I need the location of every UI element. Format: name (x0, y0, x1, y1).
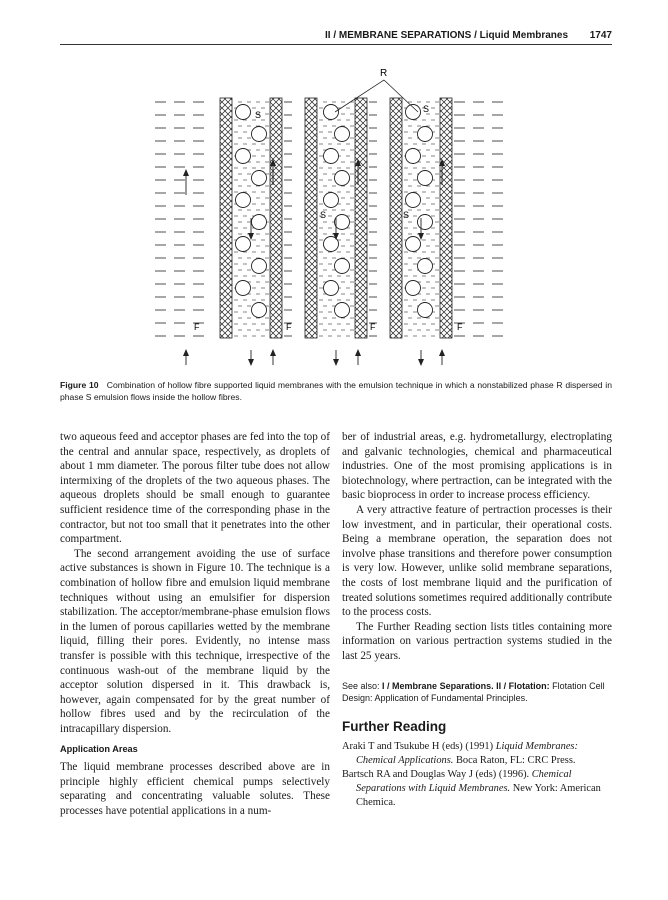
label-F-2: F (286, 322, 292, 332)
droplet (335, 303, 350, 318)
paragraph: The Further Reading section lists titles containing more information on various pertraction systems studied in the last 25 years. (342, 620, 612, 662)
figure-caption (60, 380, 612, 403)
label-F-1: F (194, 322, 200, 332)
see-also-links[interactable]: I / Membrane Separations. II / Flotation: (382, 680, 550, 691)
figure-caption-label: Figure 10 (60, 380, 99, 390)
droplet (335, 259, 350, 274)
see-also (342, 680, 612, 704)
label-F-3: F (370, 322, 376, 332)
droplet (252, 259, 267, 274)
label-S-2: S (423, 104, 430, 114)
droplet (406, 193, 421, 208)
annulus-arrowhead (183, 169, 189, 176)
inlet-arrowhead (270, 349, 276, 356)
running-header (60, 30, 612, 45)
further-reading-heading: Further Reading (342, 718, 447, 734)
droplet (236, 193, 251, 208)
reference-item: Bartsch RA and Douglas Way J (eds) (1996). Chemical Separations with Liquid Membranes. New York: American Chemica. (342, 769, 601, 809)
droplet (252, 127, 267, 142)
paragraph: The liquid membrane processes described above are in principle highly efficient chemical pumps selectively separating and concentrating valuable solutes. These processes have potential applications in a num- (60, 761, 330, 817)
label-S-3: S (320, 210, 327, 220)
paragraph: ber of industrial areas, e.g. hydrometallurgy, electroplating and galvanic technologies, chemical and pharmaceutical industries. One of the most promising applications is in biotechnology, where pertraction, can be integrated with the basic bioprocess in order to increase process efficiency. (342, 431, 612, 502)
inlet-arrowhead (183, 349, 189, 356)
fibre-wall (440, 98, 452, 338)
droplet (252, 171, 267, 186)
paragraph: The second arrangement avoiding the use of surface active substances is shown in Figure 10. The technique is a combination of hollow fibre and emulsion liquid membrane techniques without using an emulsifier for dispersion stabilization. The acceptor/membrane-phase emulsion flows in the lumen of porous capillaries wetted by the membrane liquid, filling their pores. Evidently, no intense mass transfer is possible with this technique, irrespective of the continuous wash-out of the membrane liquid by the acceptor solution dispersed in it. This drawback is, however, again compensated for by the great number of hollow fibres used and by the recirculation of the intracapillary dispersion. (60, 547, 330, 735)
paragraph: two aqueous feed and acceptor phases are fed into the top of the central and annular space, respectively, as droplets of about 1 mm diameter. The porous filter tube does not allow intermixing of the droplets of the two aqueous phases. The aqueous droplets should be small enough to guarantee sufficient residence time of the corresponding phase in the contractor, but not too small that it penetrates into the other compartment. (60, 431, 330, 546)
label-R: R (380, 68, 388, 79)
hollow-fibre (305, 98, 367, 338)
reference-item: Araki T and Tsukube H (eds) (1991) Liquid Membranes: Chemical Applications. Boca Raton, FL: CRC Press. (342, 741, 578, 767)
inlet-arrowhead (355, 349, 361, 356)
droplet (236, 149, 251, 164)
section-heading-application-areas: Application Areas (60, 744, 138, 755)
droplet (406, 237, 421, 252)
droplet (418, 171, 433, 186)
page-number: 1747 (589, 30, 612, 41)
droplet (324, 193, 339, 208)
fibre-wall (220, 98, 232, 338)
see-also-label: See also: (342, 680, 380, 691)
hollow-fibre (390, 98, 452, 338)
droplet (236, 105, 251, 120)
column-left (60, 430, 330, 818)
column-right (342, 430, 612, 810)
droplet (418, 127, 433, 142)
droplet (252, 215, 267, 230)
droplet (335, 215, 350, 230)
hollow-fibre (220, 98, 282, 338)
droplet (335, 127, 350, 142)
droplet (418, 259, 433, 274)
outlet-arrowhead (418, 359, 424, 366)
droplet (418, 215, 433, 230)
droplet (236, 281, 251, 296)
figure-10-diagram (150, 60, 510, 370)
droplet (406, 281, 421, 296)
droplet (324, 149, 339, 164)
label-S-1: S (255, 110, 262, 120)
droplet (252, 303, 267, 318)
droplet (418, 303, 433, 318)
fibre-wall (305, 98, 317, 338)
fibre-wall (355, 98, 367, 338)
fibre-wall (270, 98, 282, 338)
droplet (335, 171, 350, 186)
droplet (236, 237, 251, 252)
droplet (324, 105, 339, 120)
droplet (324, 281, 339, 296)
outlet-arrowhead (333, 359, 339, 366)
figure-caption-text: Combination of hollow fibre supported liquid membranes with the emulsion technique in which a nonstabilized phase R dispersed in phase S emulsion flows inside the hollow fibres. (60, 380, 612, 402)
label-S-4: S (403, 210, 410, 220)
outlet-arrowhead (248, 359, 254, 366)
label-F-4: F (457, 322, 463, 332)
running-title: II / MEMBRANE SEPARATIONS / Liquid Membranes (325, 30, 568, 41)
fibre-wall (390, 98, 402, 338)
see-also-rest: Flotation Cell Design: Application of Fundamental Principles. (342, 680, 605, 703)
paragraph: A very attractive feature of pertraction processes is their low investment, and in particular, their operational costs. Being a membrane operation, the separation does not involve phase transitions and therefore power consumption is very low. However, unlike solid membrane separations, the costs of lost membrane liquid and the purification of treated solutions sometimes required additionally contribute to the process costs. (342, 503, 612, 619)
droplet (406, 149, 421, 164)
inlet-arrowhead (439, 349, 445, 356)
